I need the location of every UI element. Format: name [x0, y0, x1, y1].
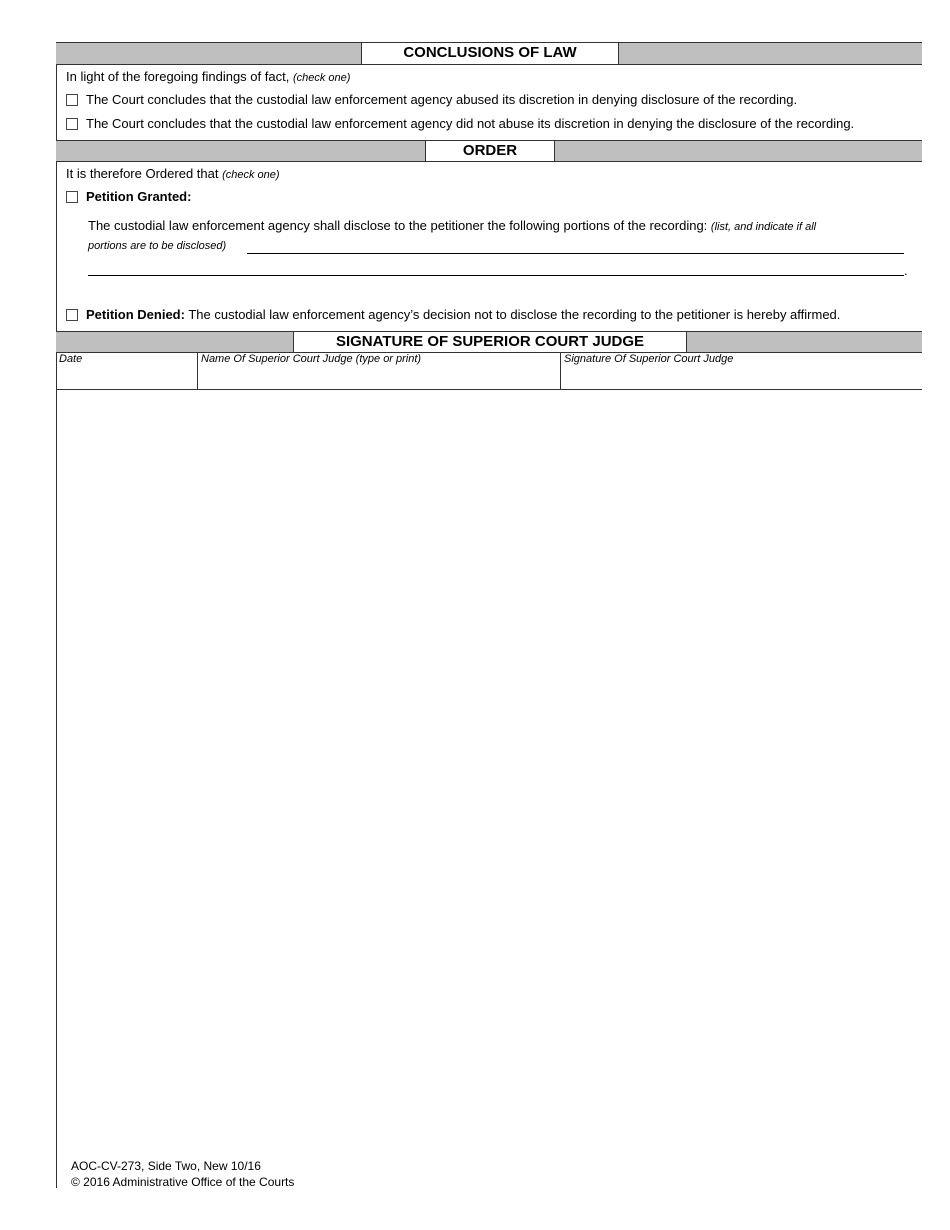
portions-line-1[interactable] — [247, 253, 904, 254]
signature-header — [56, 331, 922, 353]
order-title: ORDER — [425, 140, 555, 162]
granted-text: The custodial law enforcement agency shall disclose to the petitioner the following portions of the recording: (list, and indicate if all — [88, 218, 817, 233]
signature-title: SIGNATURE OF SUPERIOR COURT JUDGE — [293, 331, 687, 353]
checkbox[interactable] — [66, 94, 78, 106]
conclusions-intro: In light of the foregoing findings of fact, (check one) — [66, 69, 351, 84]
granted-note: portions are to be disclosed) — [88, 240, 227, 252]
petition-granted-option[interactable]: Petition Granted: — [66, 189, 191, 204]
date-field[interactable] — [56, 352, 197, 389]
signature-fields — [56, 352, 922, 390]
checkbox[interactable] — [66, 309, 78, 321]
petition-denied-option[interactable]: Petition Denied: The custodial law enforcement agency’s decision not to disclose the recording to the petitioner is hereby affirmed. — [66, 307, 840, 322]
form-id: AOC-CV-273, Side Two, New 10/16 — [71, 1159, 261, 1173]
portions-line-2[interactable] — [88, 275, 904, 276]
conclusions-title: CONCLUSIONS OF LAW — [361, 42, 619, 65]
judge-name-label: Name Of Superior Court Judge (type or print) — [201, 353, 422, 365]
order-intro: It is therefore Ordered that (check one) — [66, 166, 280, 181]
conclusion-option-not-abused[interactable]: The Court concludes that the custodial law enforcement agency did not abuse its discretion in denying the disclosure of the recording. — [66, 116, 854, 131]
judge-name-field[interactable] — [197, 352, 560, 389]
date-label: Date — [59, 353, 83, 365]
checkbox[interactable] — [66, 118, 78, 130]
conclusion-option-abused[interactable]: The Court concludes that the custodial law enforcement agency abused its discretion in denying disclosure of the recording. — [66, 92, 797, 107]
checkbox[interactable] — [66, 191, 78, 203]
copyright: © 2016 Administrative Office of the Courts — [71, 1175, 295, 1189]
left-border — [56, 42, 57, 1188]
period: . — [904, 263, 908, 278]
judge-signature-field[interactable] — [560, 352, 922, 389]
conclusions-header — [56, 42, 922, 65]
order-header — [56, 140, 922, 162]
judge-signature-label: Signature Of Superior Court Judge — [564, 353, 734, 365]
